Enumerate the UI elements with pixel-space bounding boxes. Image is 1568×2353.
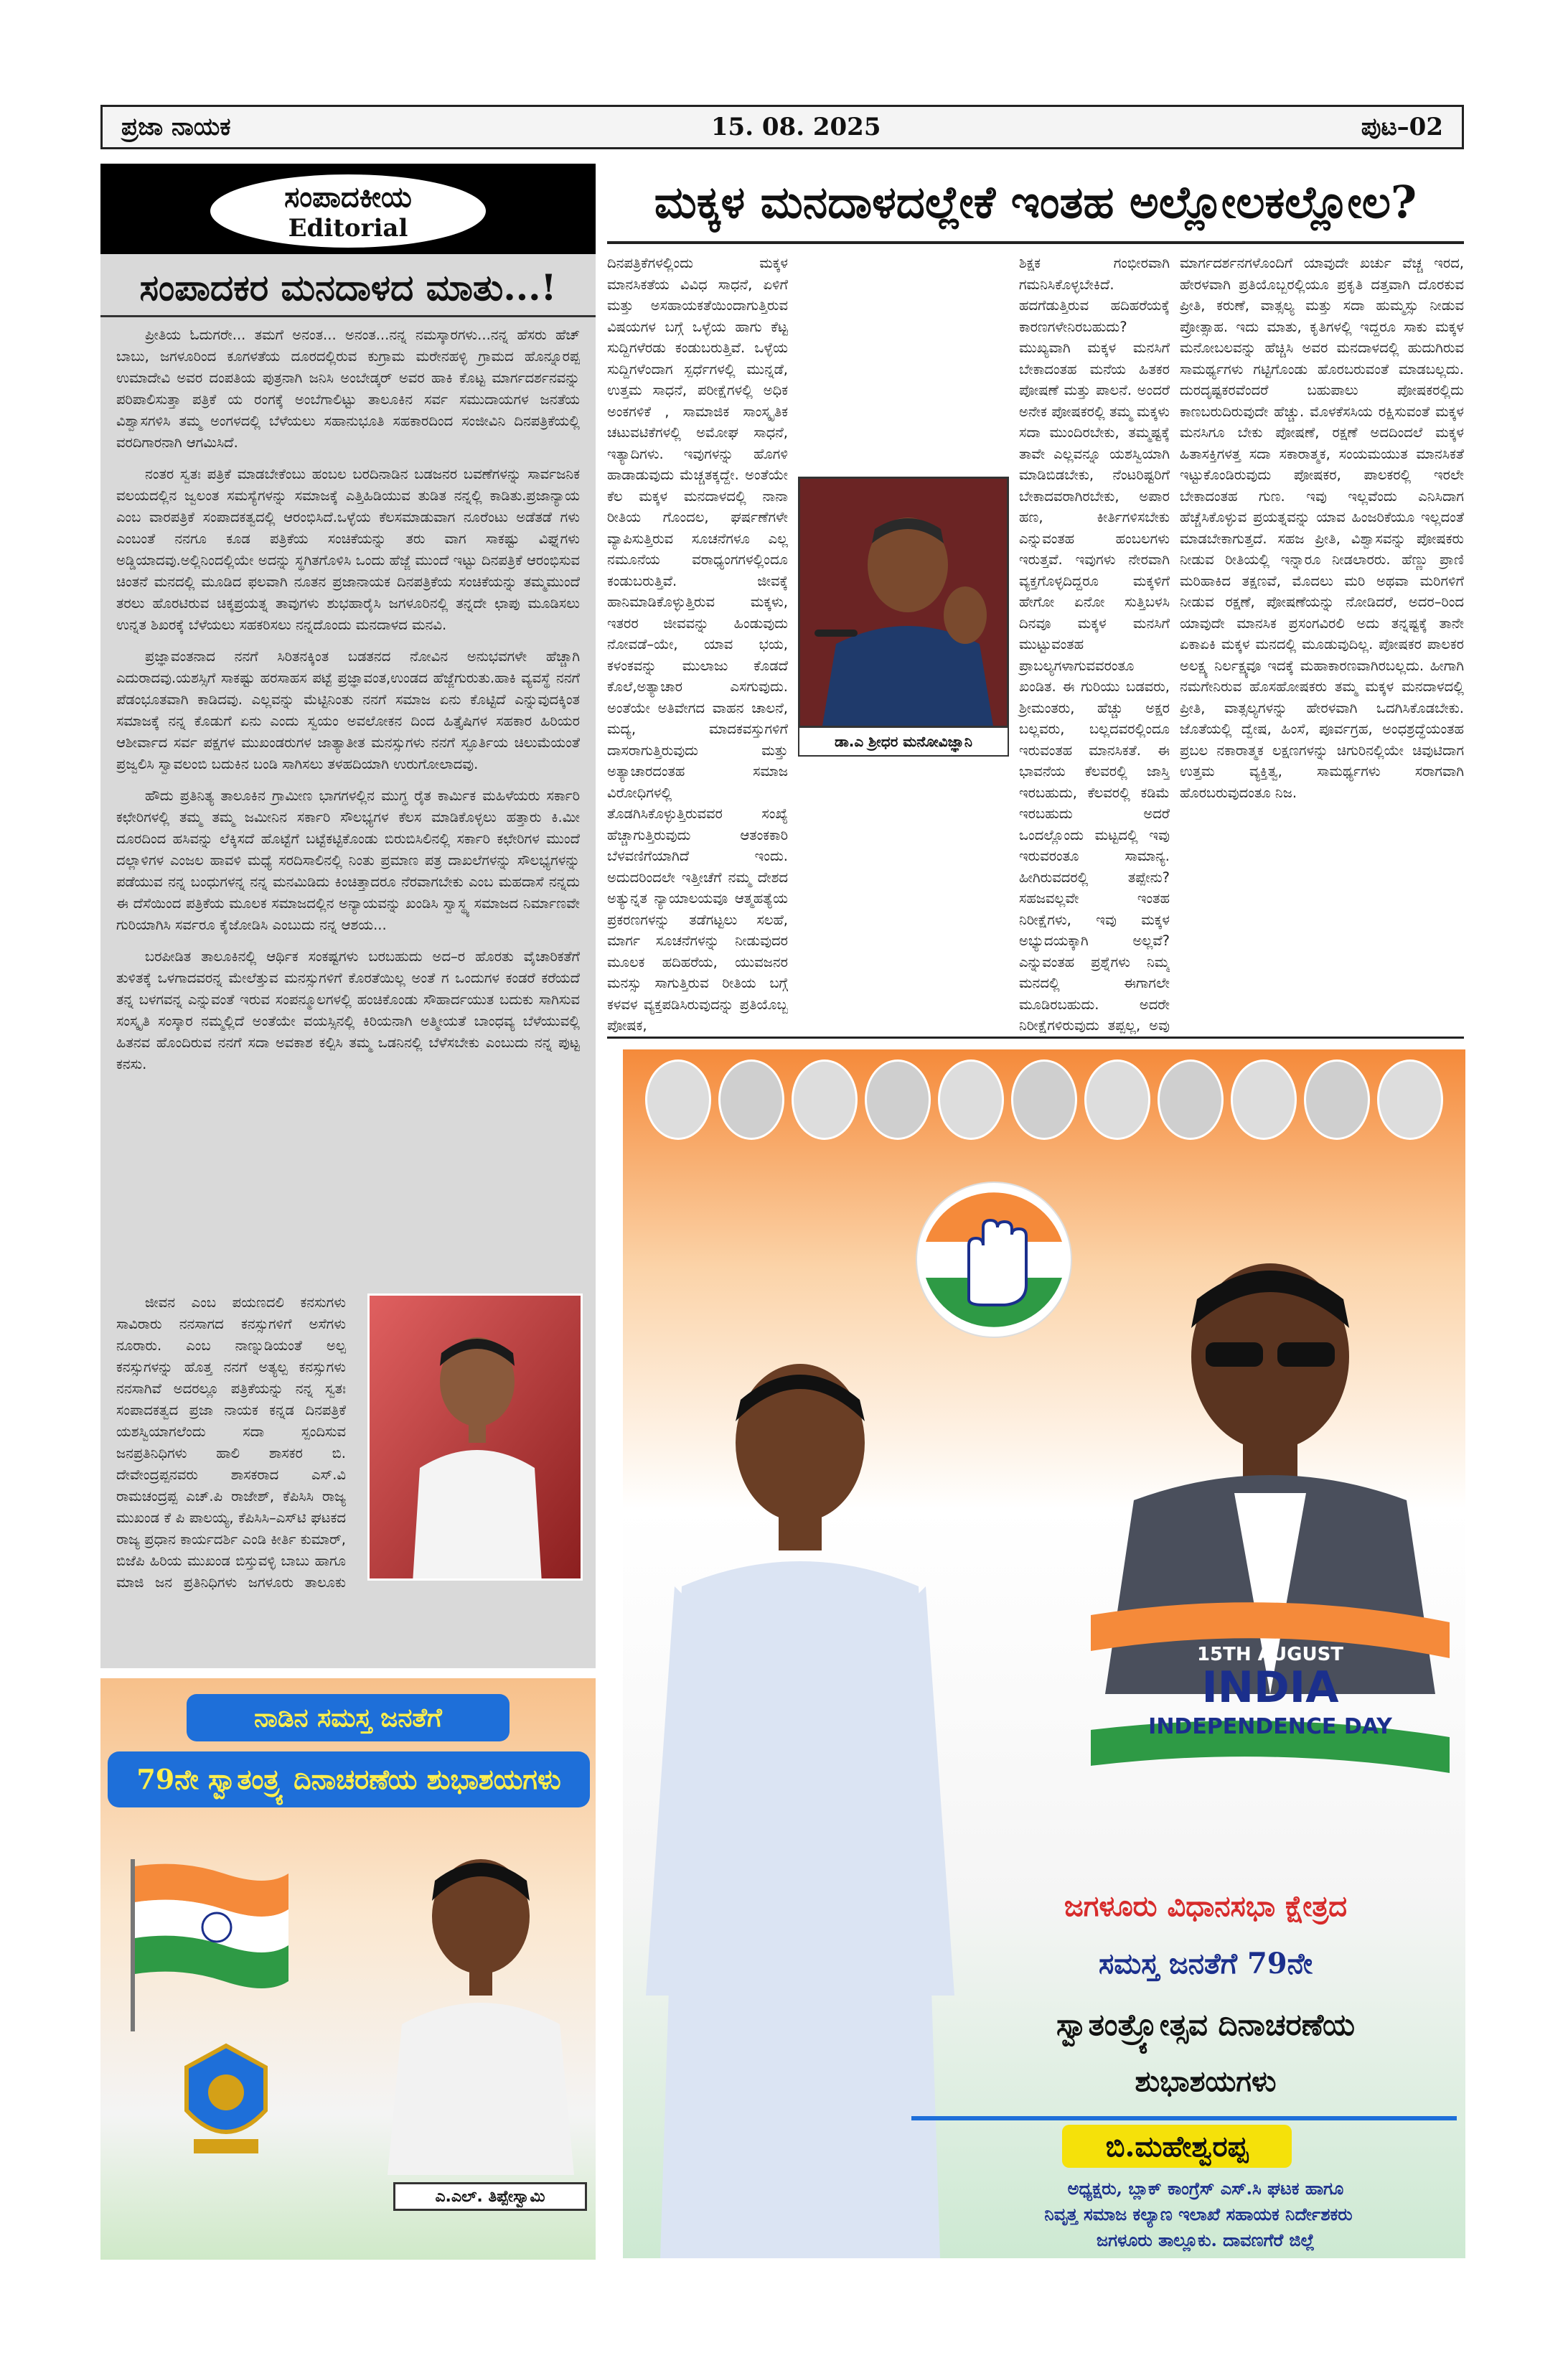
editorial-paragraph: ಜೀವನ ಎಂಬ ಪಯಣದಲಿ ಕನಸುಗಳು ಸಾವಿರಾರು ನನಸಾಗದ ಕನಸ್ಸುಗಳಿಗೆ ಅಸೆಗಳು ನೂರಾರು. ಎಂಬ ನಾಣ್ನುಡಿಯಂತೆ ಅಲ್ಪ ಕನಸ್ಸುಗಳನ್ನು ಹೊತ್ತ ನನಗೆ ಅತ್ಯಲ್ಪ ಕನಸ್ಸುಗಳು ನನಸಾಗಿವೆ ಅದರಲ್ಲೂ ಪತ್ರಿಕೆಯನ್ನು ನನ್ನ ಸ್ವತಃ ಸಂಪಾದಕತ್ವದ ಪ್ರಜಾ ನಾಯಕ ಕನ್ನಡ ದಿನಪತ್ರಿಕೆ ಯಶಸ್ವಿಯಾಗಲೆಂದು ಸದಾ ಸ್ಪಂದಿಸುವ ಜನಪ್ರತಿನಿಧಿಗಳು ಹಾಲಿ ಶಾಸಕರ ಬಿ. ದೇವೇಂದ್ರಪ್ಪನವರು ಶಾಸಕರಾದ ಎಸ್.ವಿ ರಾಮಚಂದ್ರಪ್ಪ ಎಚ್.ಪಿ ರಾಜೇಶ್, ಕೆಪಿಸಿಸಿ ರಾಜ್ಯ ಮುಖಂಡ ಕೆ ಪಿ ಪಾಲಯ್ಯ, ಕೆಪಿಸಿಸಿ–ಎಸ್‌ಟಿ ಘಟಕದ ರಾಜ್ಯ ಪ್ರಧಾನ ಕಾರ್ಯದರ್ಶಿ ಎಂಡಿ ಕೀರ್ತಿ ಕುಮಾರ್, ಬಿಜೆಪಿ ಹಿರಿಯ ಮುಖಂಡ ಬಿಸ್ತುವಳ್ಳಿ ಬಾಬು ಹಾಗೂ ಮಾಜಿ ಜನ ಪ್ರತಿನಿಧಿಗಳು ಜಗಳೂರು ತಾಲೂಕು bbox=[116, 1294, 346, 1591]
page-number: ಪುಟ–02 bbox=[1361, 113, 1443, 141]
editorial-badge-english: Editorial bbox=[288, 213, 408, 243]
speaker-photo bbox=[798, 477, 1009, 728]
ad-right-line3: ಸ್ವಾತಂತ್ರ್ಯೋತ್ಸವ ದಿನಾಚರಣೆಯ bbox=[1056, 2007, 1355, 2042]
ad-right-line2: ಸಮಸ್ತ ಜನತೆಗೆ 79ನೇ bbox=[1099, 1946, 1313, 1980]
leader-portrait-icon bbox=[792, 1059, 858, 1140]
badge-india: INDIA bbox=[1201, 1662, 1339, 1713]
editor-portrait-icon bbox=[370, 1296, 583, 1581]
emblem-icon bbox=[172, 2039, 280, 2161]
person-portrait-icon bbox=[373, 1838, 588, 2175]
editorial-paragraph: ಪ್ರೀತಿಯ ಓದುಗರೇ... ತಮಗೆ ಅನಂತ... ಅನಂತ...ನನ್ನ ನಮಸ್ಕಾರಗಳು...ನನ್ನ ಹೆಸರು ಹೆಚ್ ಬಾಬು, ಜಗಳೂರಿಂದ ಕೂಗಳತೆಯ ದೂರದಲ್ಲಿರುವ ಕುಗ್ರಾಮ ಮರೇನಹಳ್ಳಿ ಗ್ರಾಮದ ಹೊನ್ನೂರಪ್ಪ ಉಮಾದೇವಿ ಅವರ ದಂಪತಿಯ ಪುತ್ರನಾಗಿ ಜನಿಸಿ ಅಂಬೇಡ್ಕರ್ ಅವರ ಹಾಕಿ ಕೊಟ್ಟ ಮಾರ್ಗದರ್ಶನವನ್ನು ಪರಿಪಾಲಿಸುತ್ತಾ ಪತ್ರಿಕೆ ಯ ರಂಗಕ್ಕೆ ಅಂಬೆಗಾಲಿಟ್ಟು ತಾಲೂಕಿನ ಸರ್ವ ಸಮುದಾಯಗಳ ಜನತೆಯ ವಿಶ್ವಾಸಗಳಿಸಿ ತಮ್ಮ ಅಂಗಳದಲ್ಲಿ ಬೆಳೆಯಲು ಸಹಾನುಭೂತಿ ಸಹಕಾರದಿಂದ ಸಂಜೀವಿನಿ ದಿನಪತ್ರಿಕೆಯಲ್ಲಿ ವರದಿಗಾರನಾಗಿ ಆಗಮಿಸಿದೆ. bbox=[116, 327, 580, 451]
leader-portrait-row bbox=[632, 1059, 1457, 1138]
independence-day-badge bbox=[1091, 1594, 1450, 1780]
leader-portrait-icon bbox=[1377, 1059, 1443, 1140]
speaker-portrait-icon bbox=[800, 479, 1009, 728]
article-paragraph: ಶಿಕ್ಷಕ ಗಂಭೀರವಾಗಿ ಗಮನಿಸಿಕೊಳ್ಳಬೇಕಿದೆ. ಹದಗೆಡುತ್ತಿರುವ ಹದಿಹರೆಯಕ್ಕೆ ಕಾರಣಗಳೇನಿರಬಹುದು? ಮುಖ್ಯವಾಗಿ ಮಕ್ಕಳ ಮನಸಿಗೆ ಬೇಕಾದಂತಹ ಮನೆಯ ಹಿತಕರ ಪೋಷಣೆ ಮತ್ತು ಪಾಲನೆ. ಅಂದರೆ ಅನೇಕ ಪೋಷಕರಲ್ಲಿ ತಮ್ಮ ಮಕ್ಕಳು ಸದಾ ಮುಂದಿರಬೇಕು, ತಮ್ಮಷ್ಟಕ್ಕೆ ತಾವೇ ಎಲ್ಲವನ್ನೂ ಯಶಸ್ವಿಯಾಗಿ ಮಾಡಿಬಿಡಬೇಕು, ನೆಂಟರಿಷ್ಟರಿಗೆ ಬೇಕಾದವರಾಗಿರಬೇಕು, ಅಪಾರ ಹಣ, ಕೀರ್ತಿಗಳಿಸಬೇಕು ಎನ್ನುವಂತಹ ಹಂಬಲಗಳು ಇರುತ್ತವೆ. ಇವುಗಳು ನೇರವಾಗಿ ವ್ಯಕ್ತಗೊಳ್ಳದಿದ್ದರೂ ಮಕ್ಕಳಿಗೆ ಹೇಗೋ ಏನೋ ಸುತ್ತಿಬಳಸಿ ದಿನವೂ ಮಕ್ಕಳ ಮನಸಿಗೆ ಮುಟ್ಟುವಂತಹ ಪ್ರಾಬಲ್ಯಗಳಾಗುವವರಂತೂ ಖಂಡಿತ. ಈ ಗುರಿಯು ಬಡವರು, ಶ್ರೀಮಂತರು, ಹೆಚ್ಚು ಅಕ್ಷರ ಬಲ್ಲವರು, ಬಲ್ಲದವರಲ್ಲಿಂದೂ ಇರುವಂತಹ ಮಾನಸಿಕತೆ. ಈ ಭಾವನೆಯ ಕೆಲವರಲ್ಲಿ ಜಾಸ್ತಿ ಇರಬಹುದು, ಕೆಲವರಲ್ಲಿ ಕಡಿಮೆ ಇರಬಹುದು ಅದರೆ ಒಂದಲ್ಲೊಂದು ಮಟ್ಟದಲ್ಲಿ ಇವು ಇರುವರಂತೂ ಸಾಮಾನ್ಯ. ಹೀಗಿರುವದರಲ್ಲಿ ತಪ್ಪೇನು? ಸಹಜವಲ್ಲವೇ ಇಂತಹ ನಿರೀಕ್ಷೆಗಳು, ಇವು ಮಕ್ಕಳ ಅಭ್ಯುದಯಕ್ಕಾಗಿ ಅಲ್ಲವೆ? ಎನ್ನುವಂತಹ ಪ್ರಶ್ನೆಗಳು ನಿಮ್ಮ ಮನದಲ್ಲಿ ಈಗಾಗಲೇ ಮೂಡಿರಬಹುದು. ಅದರೇ ನಿರೀಕ್ಷೆಗಳಿರುವುದು ತಪ್ಪಲ್ಲ, ಅವು bbox=[1019, 255, 1170, 1034]
indian-flag-icon bbox=[123, 1859, 296, 2031]
ad-left-person-name: ಎ.ಎಲ್. ತಿಪ್ಪೇಸ್ವಾಮಿ bbox=[393, 2182, 587, 2211]
speaker-photo-caption: ಡಾ.ಎ ಶ್ರೀಧರ ಮನೋವಿಜ್ಞಾನಿ bbox=[798, 726, 1009, 757]
article-column-1-top bbox=[607, 253, 788, 1035]
editorial-body-wrap bbox=[116, 1292, 346, 1594]
article-column-3 bbox=[1180, 253, 1464, 1035]
badge-independence-day: INDEPENDENCE DAY bbox=[1148, 1714, 1392, 1739]
ad-right-divider bbox=[911, 2116, 1457, 2120]
article-paragraph: ದಿನಪತ್ರಿಕೆಗಳಲ್ಲಿಂದು ಮಕ್ಕಳ ಮಾನಸಿಕತೆಯ ವಿವಿಧ ಸಾಧನೆ, ಏಳಿಗೆ ಮತ್ತು ಅಸಹಾಯಕತೆಯಿಂದಾಗುತ್ತಿರುವ ವಿಷಯಗಳ ಬಗ್ಗೆ ಒಳ್ಳೆಯ ಹಾಗು ಕೆಟ್ಟ ಸುದ್ದಿಗಳೆರಡು ಕಂಡುಬರುತ್ತಿವೆ. ಒಳ್ಳೆಯ ಸುದ್ದಿಗಳೆಂದಾಗ ಸ್ಪರ್ಧೆಗಳಲ್ಲಿ ಮುನ್ನಡೆ, ಉತ್ತಮ ಸಾಧನೆ, ಪರೀಕ್ಷೆಗಳಲ್ಲಿ ಅಧಿಕ ಅಂಕಗಳಿಕೆ , ಸಾಮಾಜಿಕ ಸಾಂಸ್ಕೃತಿಕ ಚಟುವಟಿಕೆಗಳಲ್ಲಿ ಅಮೋಘ ಸಾಧನೆ, ಇತ್ಯಾದಿಗಳು. ಇವುಗಳನ್ನು ಹೊಗಳಿ ಹಾಡಾಡುವುದು ಮೆಚ್ಚತಕ್ಕದ್ದೇ. ಅಂತೆಯೇ ಕೆಲ ಮಕ್ಕಳ ಮನದಾಳದಲ್ಲಿ ನಾನಾ ರೀತಿಯ ಗೊಂದಲ, ಘರ್ಷಣೆಗಳೇ ವ್ಯಾಪಿಸುತ್ತಿರುವ ಸೂಚನೆಗಳೂ ಎಲ್ಲ ನಮೂನೆಯ ವರಾಧ್ಯಂಗಗಳಲ್ಲಿಂದೂ ಕಂಡುಬರುತ್ತಿವೆ. ಜೀವಕ್ಕೆ ಹಾನಿಮಾಡಿಕೊಳ್ಳುತ್ತಿರುವ ಮಕ್ಕಳು, ಇತರರ ಜೀವವನ್ನು ಹಿಂಡುವುದು ನೋವಡೆ–ಯೇ, ಯಾವ ಭಯ, ಕಳಂಕವನ್ನು ಮುಲಾಜು ಕೊಡದೆ ಕೊಲೆ,ಅತ್ಯಾಚಾರ ಎಸಗುವುದು. ಅಂತೆಯೇ ಅತಿವೇಗದ ವಾಹನ ಚಾಲನೆ, ಮದ್ಯ, ಮಾದಕವಸ್ತುಗಳಿಗೆ ದಾಸರಾಗುತ್ತಿರುವುದು ಮತ್ತು ಅತ್ಯಾಚಾರದಂತಹ ಸಮಾಜ ವಿರೋಧಿಗಳಲ್ಲಿ ತೊಡಗಿಸಿಕೊಳ್ಳುತ್ತಿರುವವರ ಸಂಖ್ಯೆ ಹೆಚ್ಚಾಗುತ್ತಿರುವುದು ಆತಂಕಕಾರಿ ಬೆಳವಣಿಗೆಯಾಗಿದೆ ಇಂದು. ಅದುದರಿಂದಲೇ ಇತ್ತೀಚೆಗೆ ನಮ್ಮ ದೇಶದ ಅತ್ಯುನ್ನತ ನ್ಯಾಯಾಲಯವೂ ಆತ್ಮಹತ್ಯೆಯ ಪ್ರಕರಣಗಳನ್ನು ತಡೆಗಟ್ಟಲು ಸಲಹೆ, ಮಾರ್ಗ ಸೂಚನೆಗಳನ್ನು ನೀಡುವುದರ ಮೂಲಕ ಹದಿಹರೆಯ, ಯುವಜನರ ಮನಸ್ಸು ಸಾಗುತ್ತಿರುವ ರೀತಿಯ ಬಗ್ಗೆ ಕಳವಳ ವ್ಯಕ್ತಪಡಿಸಿರುವುದನ್ನು ಪ್ರತಿಯೊಬ್ಬ ಪೋಷಕ, bbox=[607, 255, 788, 1034]
editorial-title: ಸಂಪಾದಕರ ಮನದಾಳದ ಮಾತು...! bbox=[100, 260, 596, 317]
leader-portrait-icon bbox=[718, 1059, 784, 1140]
editorial-body-bottom bbox=[116, 1588, 580, 1674]
ad-right-designation-1: ಅಧ್ಯಕ್ಷರು, ಬ್ಲಾಕ್ ಕಾಂಗ್ರೆಸ್ ಎಸ್.ಸಿ ಘಟಕ ಹಾಗೂ bbox=[1067, 2177, 1344, 2199]
article-paragraph: ಮಾರ್ಗದರ್ಶನಗಳೊಂದಿಗೆ ಯಾವುದೇ ಖರ್ಚು ವೆಚ್ಚ ಇರದ, ಹೇರಳವಾಗಿ ಪ್ರತಿಯೊಬ್ಬರಲ್ಲಿಯೂ ಪ್ರಕೃತಿ ದತ್ತವಾಗಿ ದೊರಕುವ ಪ್ರೀತಿ, ಕರುಣೆ, ವಾತ್ಸಲ್ಯ ಮತ್ತು ಸದಾ ಹುಮ್ಮಸ್ಸು ನೀಡುವ ಪ್ರೋತ್ಸಾಹ. ಇದು ಮಾತು, ಕೃತಿಗಳಲ್ಲಿ ಇದ್ದರೂ ಸಾಕು ಮಕ್ಕಳ ಮನೋಬಲವನ್ನು ಹೆಚ್ಚಿಸಿ ಅವರ ಮನದಾಳದಲ್ಲಿ ಹುದುಗಿರುವ ಸಾಮರ್ಥ್ಯಗಳು ಗಟ್ಟಿಗೊಂಡು ಹೊರಬರುವಂತೆ ಮಾಡಬಲ್ಲದು. ದುರದೃಷ್ಟಕರವೆಂದರೆ ಬಹುಪಾಲು ಪೋಷಕರಲ್ಲಿದು ಕಾಣಬರುದಿರುವುದೇ ಹೆಚ್ಚು. ಮೊಳಕೆಸಸಿಯ ರಕ್ಷಿಸುವಂತೆ ಮಕ್ಕಳ ಮನಸಿಗೂ ಬೇಕು ಪೋಷಣೆ, ರಕ್ಷಣೆ ಅದದಿಂದಲೆ ಮಕ್ಕಳ ಹಿತಾಸಕ್ತಿಗಳತ್ತ ಸದಾ ಸಕಾರಾತ್ಮಕ, ಸಂಯಮಯುತ ಮಾನಸಿಕತೆ ಇಟ್ಟುಕೊಂಡಿರುವುದು ಪೋಷಕರ, ಪಾಲಕರಲ್ಲಿ ಇರಲೇ ಬೇಕಾದಂತಹ ಗುಣ. ಇವು ಇಲ್ಲವೆಂದು ಎನಿಸಿದಾಗ ಹೆಚ್ಚೆಸಿಕೊಳ್ಳುವ ಪ್ರಯತ್ನವನ್ನು ಯಾವ ಹಿಂಜರಿಕೆಯೂ ಇಲ್ಲದಂತೆ ಮಾಡಬೇಕಾಗುತ್ತದೆ. ಸಹಜ ಪ್ರೀತಿ, ವಿಶ್ವಾಸವನ್ನು ಪೋಷಕರು ನೀಡುವ ರೀತಿಯಲ್ಲಿ ಇನ್ನಾರೂ ನೀಡಲಾರರು. ಹೆಣ್ಣು ಪ್ರಾಣಿ ಮರಿಹಾಕಿದ ತಕ್ಷಣವೆ, ಮೊದಲು ಮರಿ ಅಥವಾ ಮರಿಗಳಿಗೆ ನೀಡುವ ರಕ್ಷಣೆ, ಪೋಷಣೆಯನ್ನು ನೋಡಿದರೆ, ಅದರ–ರಿಂದ ಯಾವುದೇ ಮಾನಸಿಕ ಪ್ರಸಂಗವಿರಲಿ ಅದು ತನ್ನಷ್ಟಕ್ಕೆ ತಾನೇ ಏಕಾಏಕಿ ಮಕ್ಕಳ ಮನದಲ್ಲಿ ಮೂಡುವುದಿಲ್ಲ. ಪೋಷಕರ ಪಾಲಕರ ಅಲಕ್ಷ್ಯ ನಿರ್ಲಕ್ಷ್ಯವೂ ಇದಕ್ಕೆ ಮಹಾಕಾರಣವಾಗಿರಬಲ್ಲದು. ಹೀಗಾಗಿ ನಮಗೇನಿರುವ ಹೊಸಹೋಷಕರು ತಮ್ಮ ಮಕ್ಕಳ ಮನದಾಳದಲ್ಲಿ ಪ್ರೀತಿ, ವಾತ್ಸಲ್ಯಗಳನ್ನು ಹೇರಳವಾಗಿ ಒದಗಿಸಿಕೊಡಬೇಕು. ಜೊತೆಯಲ್ಲಿ ದ್ವೇಷ, ಹಿಂಸೆ, ಪೂರ್ವಗ್ರಹ, ಅಂಧಶ್ರದ್ಧೆಯಂತಹ ಪ್ರಬಲ ನಕಾರಾತ್ಮಕ ಲಕ್ಷಣಗಳನ್ನು ಚಿಗುರಿನಲ್ಲಿಯೇ ಚಿವುಟಿದಾಗ ಉತ್ತಮ ವ್ಯಕ್ತಿತ್ವ, ಸಾಮರ್ಥ್ಯಗಳು ಸರಾಗವಾಗಿ ಹೊರಬರುವುದಂತೂ ನಿಜ. bbox=[1180, 255, 1464, 801]
editorial-paragraph: ಬರಪೀಡಿತ ತಾಲೂಕಿನಲ್ಲಿ ಆರ್ಥಿಕ ಸಂಕಷ್ಟಗಳು ಬರಬಹುದು ಅದ–ರ ಹೊರತು ವೈಚಾರಿಕತೆಗೆ ತುಳಿತಕ್ಕೆ ಒಳಗಾದವರನ್ನ ಮೇಲೆತ್ತುವ ಮನಸ್ಸುಗಳಿಗೆ ಕೊರತೆಯಿಲ್ಲ ಅಂತೆ ಗ ಒಂದುಗಳ ಕಂಡರೆ ಕರೆಯದೆ ತನ್ನ ಬಳಗವನ್ನ ಎನ್ನುವಂತೆ ಇರುವ ಸಂಪನ್ಮೂಲಗಳಲ್ಲಿ ಹಂಚಿಕೊಂಡು ಸೌಹಾರ್ದಯುತ ಬದುಕು ಸಾಗಿಸುವ ಸಂಸ್ಕೃತಿ ಸಂಸ್ಕಾರ ನಮ್ಮಲ್ಲಿದೆ ಅಂತೆಯೇ ವಯಸ್ಸಿನಲ್ಲಿ ಕಿರಿಯನಾಗಿ ಅತ್ಮೀಯತೆ ಬಾಂಧವ್ಯ ಬೆಳೆಯುವಲ್ಲಿ ಹಿತನವ ಹೊಂದಿರುವ ನನಗೆ ಸದಾ ಅವಕಾಶ ಕಲ್ಪಿಸಿ ತಮ್ಮ ಒಡನಿನಲ್ಲಿ ಬೆಳೆಸಬೇಕು ಎಂಬುದು ನನ್ನ ಪುಟ್ಟ ಕನಸು. bbox=[116, 948, 580, 1072]
person-figure-icon bbox=[632, 1349, 969, 2258]
editorial-badge bbox=[208, 172, 488, 250]
ad-right-name: ಬಿ.ಮಹೇಶ್ವರಪ್ಪ bbox=[1062, 2125, 1292, 2168]
leader-portrait-icon bbox=[1011, 1059, 1077, 1140]
ad-right-designation-3: ಜಗಳೂರು ತಾಲ್ಲೂಕು. ದಾವಣಗೆರೆ ಜಿಲ್ಲೆ bbox=[1096, 2229, 1315, 2250]
issue-date: 15. 08. 2025 bbox=[710, 113, 881, 141]
editorial-paragraph: ಹೌದು ಪ್ರತಿನಿತ್ಯ ತಾಲೂಕಿನ ಗ್ರಾಮೀಣ ಭಾಗಗಳಲ್ಲಿನ ಮುಗ್ಧ ರೈತ ಕಾರ್ಮಿಕ ಮಹಿಳೆಯರು ಸರ್ಕಾರಿ ಕಛೇರಿಗಳಲ್ಲಿ ತಮ್ಮ ತಮ್ಮ ಜಮೀನಿನ ಸರ್ಕಾರಿ ಸೌಲಭ್ಯಗಳ ಕೆಲಸ ಮಾಡಿಕೊಳ್ಳಲು ಹತ್ತಾರು ಕಿ.ಮೀ ದೂರದಿಂದ ಹಸಿವನ್ನು ಲೆಕ್ಕಿಸದೆ ಹೊಟ್ಟೆಗೆ ಬಟ್ಟೆಕಟ್ಟಿಕೊಂಡು ಬಿರುಬಿಸಿಲಿನಲ್ಲಿ ಸರ್ಕಾರಿ ಕಛೇರಿಗಳ ಮುಂದೆ ದಲ್ಲಾಳಿಗಳ ಎಂಜಲ ಹಾವಳಿ ಮಧ್ಯೆ ಸರದಿಸಾಲಿನಲ್ಲಿ ನಿಂತು ಪ್ರಮಾಣ ಪತ್ರ ದಾಖಲೆಗಳನ್ನು ಸೌಲಭ್ಯಗಳನ್ನು ಪಡೆಯುವ ನನ್ನ ಬಂಧುಗಳನ್ನ ನನ್ನ ಮನಮಿಡಿದು ಕಿಂಚಿತ್ತಾದರೂ ನೆರವಾಗಬೇಕು ಎಂಬ ಮಹದಾಸೆ ನನ್ನದು ಈ ದೆಸೆಯಿಂದ ಪತ್ರಿಕೆಯ ಮೂಲಕ ಸಮಾಜದಲ್ಲಿನ ಅನ್ಯಾಯವನ್ನು ಖಂಡಿಸಿ ಸ್ವಾಸ್ಥ್ಯ ಸಮಾಜದ ನಿರ್ಮಾಣವೇ ಗುರಿಯಾಗಿಸಿ ಸರ್ವರೂ ಕೈಜೋಡಿಸಿ ಎಂಬುದು ನನ್ನ ಆಶಯ... bbox=[116, 787, 580, 933]
ad-right-designation-2: ನಿವೃತ್ತ ಸಮಾಜ ಕಲ್ಯಾಣ ಇಲಾಖೆ ಸಹಾಯಕ ನಿರ್ದೇಶಕರು bbox=[1044, 2203, 1353, 2225]
editor-photo bbox=[367, 1294, 583, 1581]
paper-name: ಪ್ರಜಾ ನಾಯಕ bbox=[121, 113, 231, 141]
editorial-paragraph: ಪ್ರಜ್ಞಾವಂತನಾದ ನನಗೆ ಸಿರಿತನಕ್ಕಿಂತ ಬಡತನದ ನೋವಿನ ಅನುಭವಗಳೇ ಹೆಚ್ಚಾಗಿ ಎದುರಾದವು.ಯಶಸ್ಸಿಗೆ ಸಾಕಷ್ಟು ಹರಸಾಹಸ ಪಟ್ಟೆ ಪ್ರಜ್ಞಾವಂತ,ಉಂಡದ ಹೆಜ್ಜೆಗುರುತು.ಹಾಕಿ ವ್ಯವಸ್ಥೆ ನನಗೆ ಪೆಡಂಭೂತವಾಗಿ ಕಾಡಿದವು. ಎಲ್ಲವನ್ನು ಮೆಟ್ಟಿನಿಂತು ನನಗೆ ಸಮಾಜ ಏನು ಕೊಟ್ಟಿದೆ ಎನ್ನುವುದಕ್ಕಿಂತ ಸಮಾಜಕ್ಕೆ ನನ್ನ ಕೊಡುಗೆ ಏನು ಎಂದು ಸ್ವಯಂ ಅವಲೋಕನ ದಿಂದ ಹಿತ್ತೈಷಿಗಳ ಸಹಕಾರ ಹಿರಿಯರ ಆಶೀರ್ವಾದ ಸರ್ವ ಪಕ್ಷಗಳ ಮುಖಂಡರುಗಳ ಜಾತ್ಯಾತೀತ ಮನಸ್ಸುಗಳು ನನಗೆ ಸ್ಫೂರ್ತಿಯ ಚಿಲುಮೆಯಂತೆ ಪ್ರಜ್ವಲಿಸಿ ಸ್ವಾವಲಂಬಿ ಬದುಕಿನ ಬಂಡಿ ಸಾಗಿಸಲು ತಳಹದಿಯಾಗಿ ಉರುಗೋಲಾದವು. bbox=[116, 648, 580, 772]
leader-portrait-icon bbox=[1231, 1059, 1297, 1140]
leader-portrait-icon bbox=[1158, 1059, 1224, 1140]
ad-left-banner-line2: 79ನೇ ಸ್ವಾತಂತ್ರ್ಯ ದಿನಾಚರಣೆಯ ಶುಭಾಶಯಗಳು bbox=[108, 1751, 590, 1807]
ad-right-line1: ಜಗಳೂರು ವಿಧಾನಸಭಾ ಕ್ಷೇತ್ರದ bbox=[1064, 1889, 1348, 1923]
badge-date: 15TH AUGUST bbox=[1196, 1644, 1344, 1665]
ad-right-line4: ಶುಭಾಶಯಗಳು bbox=[1135, 2064, 1277, 2098]
leader-portrait-icon bbox=[938, 1059, 1004, 1140]
article-headline: ಮಕ್ಕಳ ಮನದಾಳದಲ್ಲೇಕೆ ಇಂತಹ ಅಲ್ಲೋಲಕಲ್ಲೋಲ? bbox=[607, 164, 1464, 244]
page-header bbox=[100, 105, 1464, 149]
leader-portrait-icon bbox=[865, 1059, 931, 1140]
ad-left-person-photo bbox=[373, 1838, 588, 2175]
editorial-body-top bbox=[116, 324, 580, 1286]
leader-portrait-icon bbox=[645, 1059, 711, 1140]
leader-portrait-icon bbox=[1304, 1059, 1370, 1140]
ad-left-banner-line1: ನಾಡಿನ ಸಮಸ್ತ ಜನತೆಗೆ bbox=[187, 1694, 510, 1741]
congress-hand-icon bbox=[911, 1177, 1076, 1342]
leader-portrait-icon bbox=[1084, 1059, 1150, 1140]
editorial-badge-kannada: ಸಂಪಾದಕೀಯ bbox=[284, 179, 412, 214]
editorial-paragraph: ನಂತರ ಸ್ವತಃ ಪತ್ರಿಕೆ ಮಾಡಬೇಕೆಂಬು ಹಂಬಲ ಬರದಿನಾಡಿನ ಬಡಜನರ ಬವಣೆಗಳನ್ನು ಸಾರ್ವಜನಿಕ ವಲಯದಲ್ಲಿನ ಜ್ವಲಂತ ಸಮಸ್ಯೆಗಳನ್ನು ಸಮಾಜಕ್ಕೆ ಎತ್ತಿಹಿಡಿಯುವ ತುಡಿತ ನನ್ನಲ್ಲಿ ಕಾಡಿತು.ಪ್ರಜಾನ್ಯಾಯ ಎಂಬ ವಾರಪತ್ರಿಕೆ ಸಂಪಾದಕತ್ವದಲ್ಲಿ ಆರಂಭಿಸಿದೆ.ಒಳ್ಳೆಯ ಕೆಲಸಮಾಡುವಾಗ ನೂರೆಂಟು ಅಡೆತಡೆ ಗಳು ಎಂಬಂತೆ ನನಗೂ ಕೂಡ ಪತ್ರಿಕೆಯ ಸಂಚಿಕೆಯನ್ನು ತರು ವಾಗ ಸಾಕಷ್ಟು ವಿಘ್ನಗಳು ಅಡ್ಡಿಯಾದವು.ಅಲ್ಲಿನಿಂದಲ್ಲಿಯೇ ಅದನ್ನು ಸ್ಥಗಿತಗೊಳಿಸಿ ಒಂದು ಹೆಜ್ಜೆ ಮುಂದೆ ಇಟ್ಟು ದಿನಪತ್ರಿಕೆ ಆರಂಭಿಸುವ ಚಿಂತನೆ ಮನದಲ್ಲಿ ಮೂಡಿದ ಫಲವಾಗಿ ನೂತನ ಪ್ರಜಾನಾಯಕ ದಿನಪತ್ರಿಕೆಯ ಸಂಚಿಕೆಯನ್ನು ತಮ್ಮಮುಂದೆ ತರಲು ಹೊರಟಿರುವ ಚಿಕ್ಕಪ್ರಯತ್ನ ತಾವುಗಳು ಶುಭಹಾರೈಸಿ ಜಗಳೂರಿನಲ್ಲಿ ತನ್ನದೇ ಛಾಪು ಮೂಡಿಸಲು ಉನ್ನತ ಶಿಖರಕ್ಕೆ ಬೆಳೆಯಲು ಸಹಕರಿಸಲು ನನ್ನದೊಂದು ಮನದಾಳದ ಮನವಿ. bbox=[116, 466, 580, 633]
section-divider bbox=[607, 1037, 1464, 1039]
ad-right-person-left bbox=[632, 1349, 969, 2258]
